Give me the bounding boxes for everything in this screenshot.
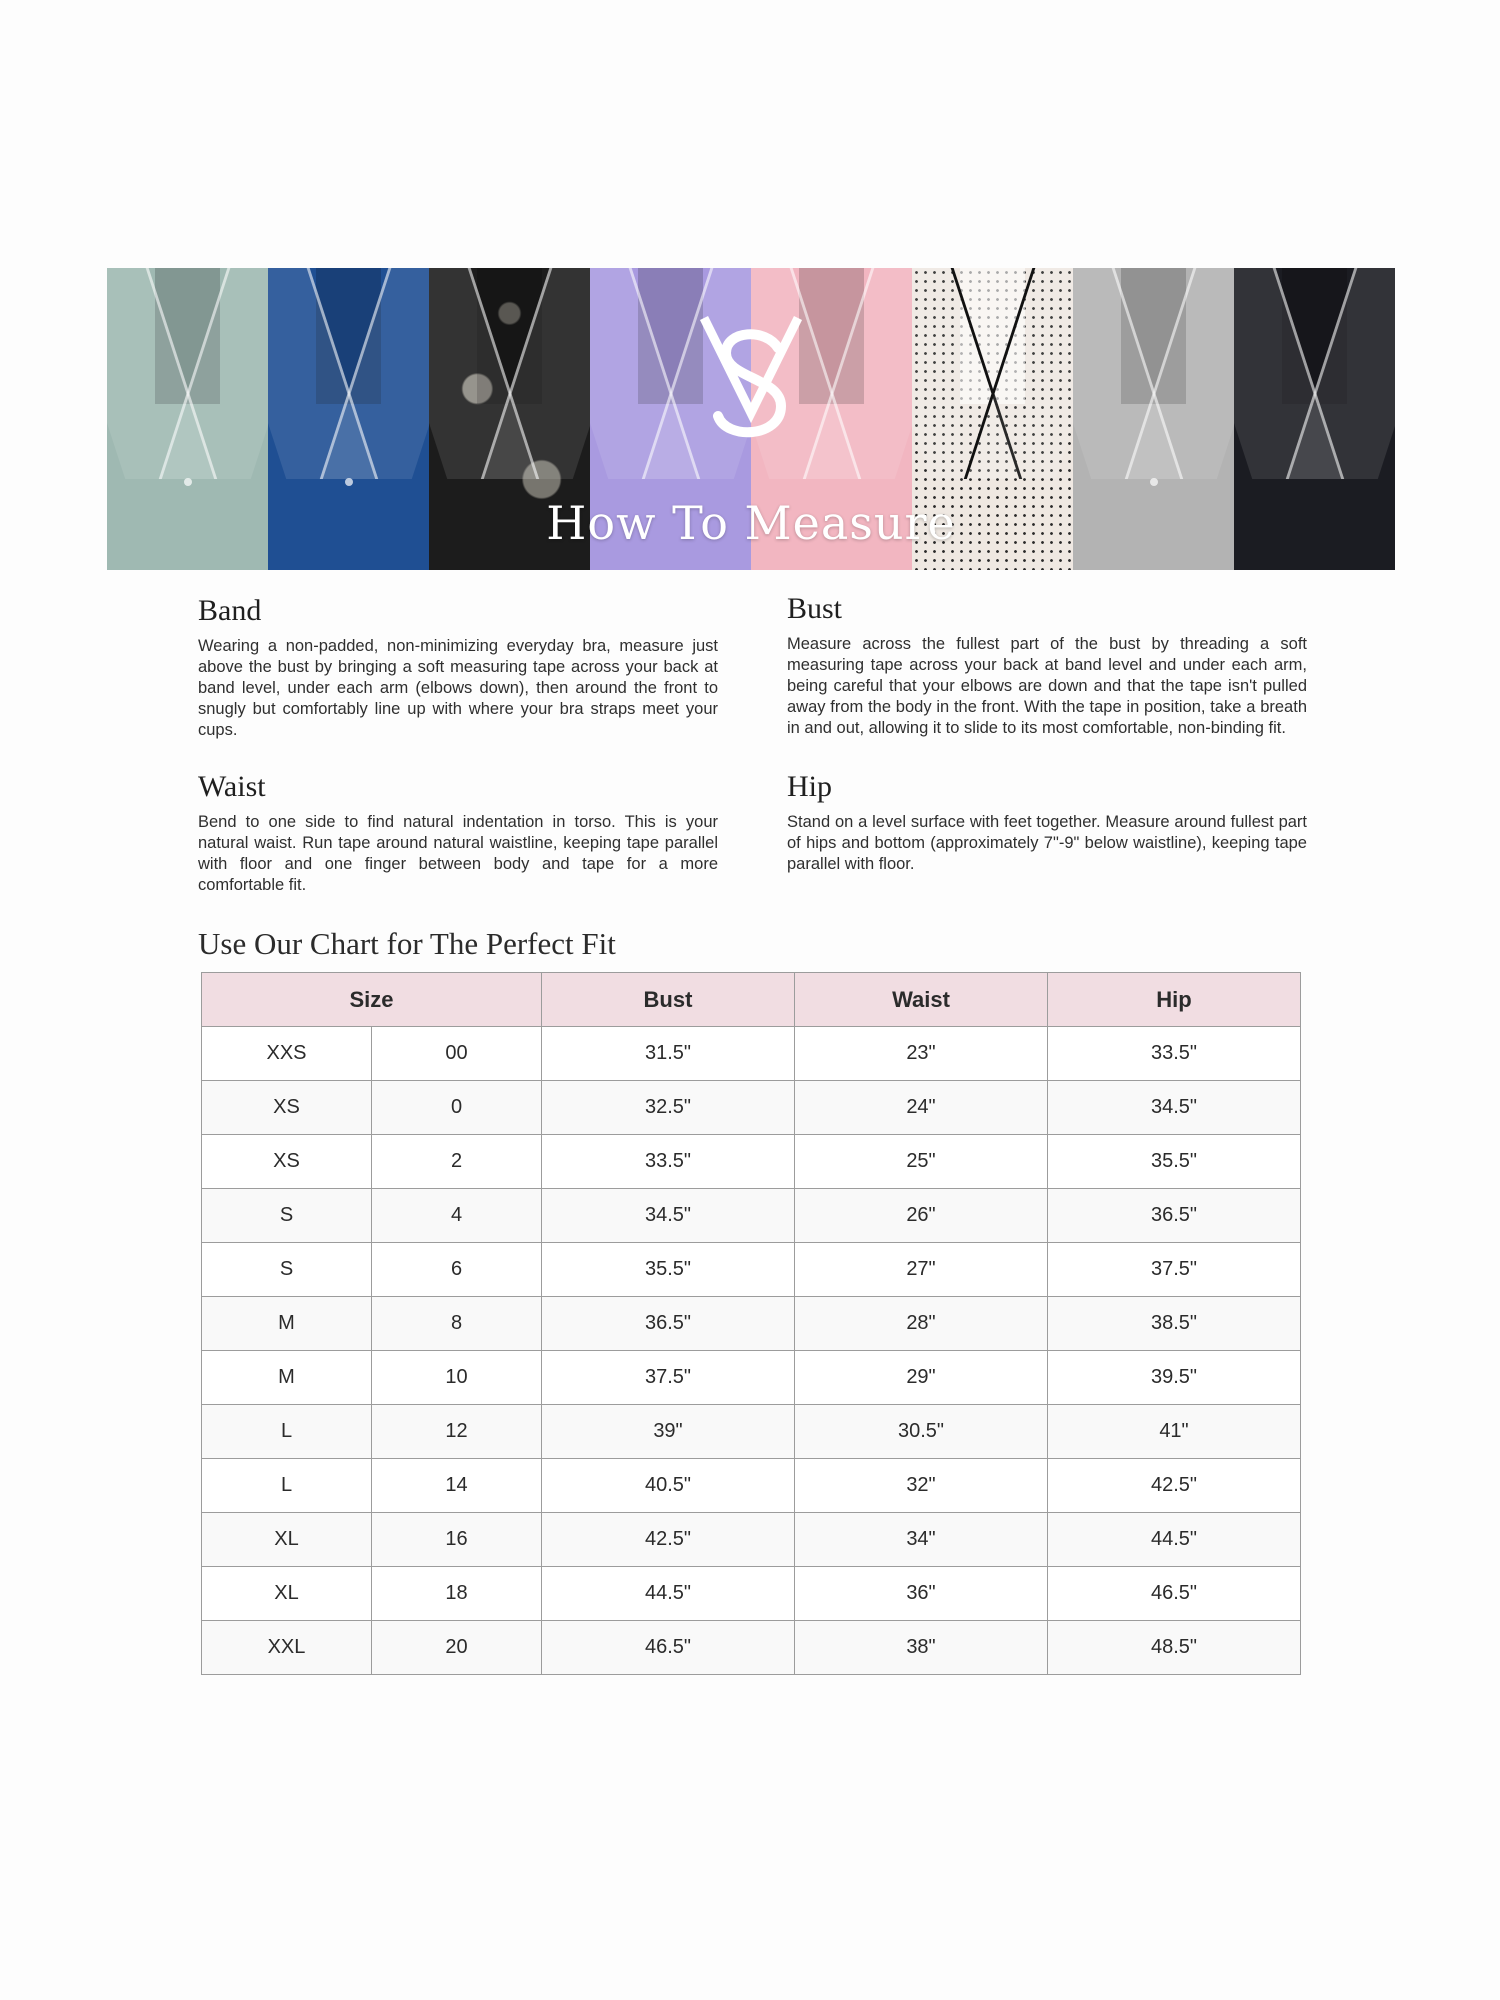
size-number-cell: 12 [372, 1405, 542, 1459]
bust-cell: 40.5" [542, 1459, 795, 1513]
waist-heading: Waist [198, 770, 266, 803]
hip-cell: 38.5" [1048, 1297, 1301, 1351]
waist-cell: 29" [795, 1351, 1048, 1405]
hip-cell: 46.5" [1048, 1567, 1301, 1621]
bust-cell: 44.5" [542, 1567, 795, 1621]
waist-cell: 28" [795, 1297, 1048, 1351]
header-bust: Bust [542, 973, 795, 1027]
size-letter-cell: XL [202, 1567, 372, 1621]
table-row [202, 1027, 1301, 1081]
size-number-cell: 10 [372, 1351, 542, 1405]
size-number-cell: 6 [372, 1243, 542, 1297]
banner-title: How To Measure [546, 496, 956, 550]
header-hip: Hip [1048, 973, 1301, 1027]
bust-instructions: Measure across the fullest part of the bust by threading a soft measuring tape across your back at band level and under each arm, being careful that your elbows are down and that the tape isn't pulled away from the body in the front. With the tape in position, take a breath in and out, allowing it to slide to its most comfortable, non-binding fit. [787, 635, 1307, 737]
waist-cell: 26" [795, 1189, 1048, 1243]
header-waist: Waist [795, 973, 1048, 1027]
how-to-measure-banner [107, 268, 1395, 570]
size-chart-table [201, 972, 1301, 1675]
table-row [202, 1297, 1301, 1351]
table-row [202, 1567, 1301, 1621]
table-row [202, 1459, 1301, 1513]
table-row [202, 1243, 1301, 1297]
waist-cell: 27" [795, 1243, 1048, 1297]
hip-cell: 48.5" [1048, 1621, 1301, 1675]
bust-cell: 35.5" [542, 1243, 795, 1297]
size-number-cell: 16 [372, 1513, 542, 1567]
size-number-cell: 8 [372, 1297, 542, 1351]
bust-cell: 32.5" [542, 1081, 795, 1135]
hip-cell: 37.5" [1048, 1243, 1301, 1297]
bust-section [787, 592, 1307, 739]
size-letter-cell: S [202, 1243, 372, 1297]
size-letter-cell: L [202, 1459, 372, 1513]
table-header-row [202, 973, 1301, 1027]
waist-cell: 23" [795, 1027, 1048, 1081]
hip-cell: 44.5" [1048, 1513, 1301, 1567]
table-row [202, 1135, 1301, 1189]
waist-cell: 25" [795, 1135, 1048, 1189]
hip-cell: 39.5" [1048, 1351, 1301, 1405]
bust-cell: 39" [542, 1405, 795, 1459]
hip-cell: 34.5" [1048, 1081, 1301, 1135]
hip-instructions: Stand on a level surface with feet together. Measure around fullest part of hips and bottom (approximately 7"-9" below waistline), keeping tape parallel with floor. [787, 813, 1307, 873]
table-row [202, 1513, 1301, 1567]
band-heading: Band [198, 594, 262, 627]
size-letter-cell: L [202, 1405, 372, 1459]
hip-cell: 35.5" [1048, 1135, 1301, 1189]
hip-heading: Hip [787, 770, 832, 803]
band-section [198, 594, 718, 741]
bust-cell: 33.5" [542, 1135, 795, 1189]
size-number-cell: 2 [372, 1135, 542, 1189]
band-instructions: Wearing a non-padded, non-minimizing everyday bra, measure just above the bust by bringing a soft measuring tape across your back at band level, under each arm (elbows down), then around the front to snugly but comfortably line up with where your bra straps meet your cups. [198, 637, 718, 739]
size-number-cell: 14 [372, 1459, 542, 1513]
size-letter-cell: XXL [202, 1621, 372, 1675]
table-row [202, 1189, 1301, 1243]
bust-cell: 36.5" [542, 1297, 795, 1351]
size-number-cell: 18 [372, 1567, 542, 1621]
vs-logo [696, 308, 806, 448]
waist-cell: 24" [795, 1081, 1048, 1135]
size-letter-cell: XXS [202, 1027, 372, 1081]
bust-heading: Bust [787, 592, 843, 625]
size-number-cell: 4 [372, 1189, 542, 1243]
waist-cell: 34" [795, 1513, 1048, 1567]
table-row [202, 1081, 1301, 1135]
size-letter-cell: S [202, 1189, 372, 1243]
bust-cell: 37.5" [542, 1351, 795, 1405]
waist-section [198, 770, 718, 896]
waist-instructions: Bend to one side to find natural indentation in torso. This is your natural waist. Run tape around natural waistline, keeping tape parallel with floor and one finger between body and tape for a more comfortable fit. [198, 813, 718, 894]
hip-cell: 42.5" [1048, 1459, 1301, 1513]
hip-section [787, 770, 1307, 875]
size-letter-cell: M [202, 1297, 372, 1351]
table-row [202, 1351, 1301, 1405]
size-number-cell: 00 [372, 1027, 542, 1081]
header-size: Size [202, 973, 542, 1027]
bust-cell: 31.5" [542, 1027, 795, 1081]
size-letter-cell: M [202, 1351, 372, 1405]
hip-cell: 36.5" [1048, 1189, 1301, 1243]
table-row [202, 1405, 1301, 1459]
table-body [202, 1027, 1301, 1675]
bust-cell: 42.5" [542, 1513, 795, 1567]
chart-heading: Use Our Chart for The Perfect Fit [198, 926, 616, 961]
size-letter-cell: XS [202, 1135, 372, 1189]
size-letter-cell: XL [202, 1513, 372, 1567]
hip-cell: 41" [1048, 1405, 1301, 1459]
bust-cell: 34.5" [542, 1189, 795, 1243]
waist-cell: 32" [795, 1459, 1048, 1513]
waist-cell: 30.5" [795, 1405, 1048, 1459]
size-number-cell: 0 [372, 1081, 542, 1135]
waist-cell: 38" [795, 1621, 1048, 1675]
waist-cell: 36" [795, 1567, 1048, 1621]
hip-cell: 33.5" [1048, 1027, 1301, 1081]
size-number-cell: 20 [372, 1621, 542, 1675]
table-row [202, 1621, 1301, 1675]
bust-cell: 46.5" [542, 1621, 795, 1675]
size-letter-cell: XS [202, 1081, 372, 1135]
